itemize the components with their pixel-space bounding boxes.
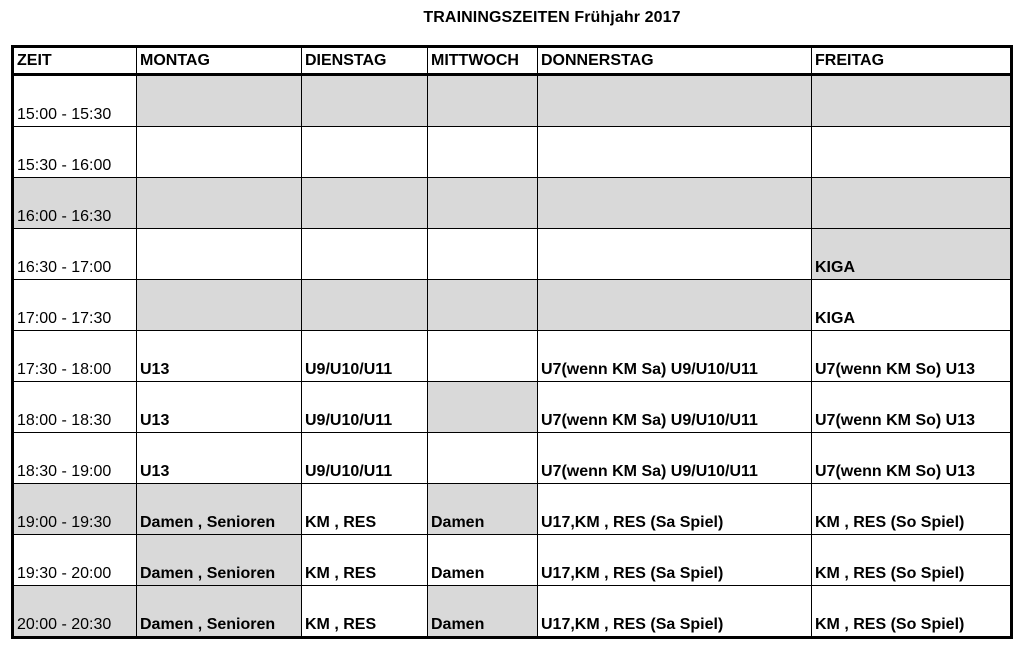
freitag-cell: KM , RES (So Spiel) [812,586,1012,638]
donnerstag-cell [538,229,812,280]
dienstag-cell: U9/U10/U11 [302,331,428,382]
montag-cell: U13 [137,382,302,433]
montag-cell [137,127,302,178]
time-cell: 20:00 - 20:30 [13,586,137,638]
table-row [13,178,1012,229]
time-cell: 19:30 - 20:00 [13,535,137,586]
freitag-cell: KM , RES (So Spiel) [812,535,1012,586]
schedule-table [11,45,1013,639]
donnerstag-cell: U17,KM , RES (Sa Spiel) [538,586,812,638]
table-row [13,433,1012,484]
freitag-cell [812,178,1012,229]
dienstag-cell [302,75,428,127]
donnerstag-cell: U7(wenn KM Sa) U9/U10/U11 [538,433,812,484]
montag-cell: Damen , Senioren [137,586,302,638]
donnerstag-cell [538,178,812,229]
mittwoch-cell [428,382,538,433]
donnerstag-cell: U17,KM , RES (Sa Spiel) [538,535,812,586]
header-montag: MONTAG [137,47,302,75]
donnerstag-cell [538,75,812,127]
dienstag-cell [302,127,428,178]
time-cell: 18:30 - 19:00 [13,433,137,484]
header-zeit: ZEIT [13,47,137,75]
page-title: TRAININGSZEITEN Frühjahr 2017 [423,9,681,26]
mittwoch-cell [428,433,538,484]
mittwoch-cell [428,229,538,280]
time-cell: 19:00 - 19:30 [13,484,137,535]
dienstag-cell: U9/U10/U11 [302,382,428,433]
montag-cell: U13 [137,433,302,484]
header-dienstag: DIENSTAG [302,47,428,75]
table-row [13,331,1012,382]
donnerstag-cell: U7(wenn KM Sa) U9/U10/U11 [538,331,812,382]
freitag-cell [812,75,1012,127]
header-row [13,47,1012,75]
dienstag-cell: KM , RES [302,484,428,535]
dienstag-cell [302,280,428,331]
time-cell: 15:00 - 15:30 [13,75,137,127]
freitag-cell: KM , RES (So Spiel) [812,484,1012,535]
donnerstag-cell [538,280,812,331]
dienstag-cell: U9/U10/U11 [302,433,428,484]
freitag-cell: KIGA [812,229,1012,280]
mittwoch-cell [428,331,538,382]
montag-cell [137,75,302,127]
table-row [13,75,1012,127]
freitag-cell: U7(wenn KM So) U13 [812,331,1012,382]
montag-cell [137,280,302,331]
dienstag-cell: KM , RES [302,535,428,586]
time-cell: 17:00 - 17:30 [13,280,137,331]
table-row [13,382,1012,433]
header-mittwoch: MITTWOCH [428,47,538,75]
donnerstag-cell: U17,KM , RES (Sa Spiel) [538,484,812,535]
table-row [13,586,1012,638]
time-cell: 17:30 - 18:00 [13,331,137,382]
mittwoch-cell: Damen [428,535,538,586]
mittwoch-cell [428,280,538,331]
time-cell: 16:30 - 17:00 [13,229,137,280]
dienstag-cell [302,178,428,229]
mittwoch-cell [428,127,538,178]
freitag-cell: U7(wenn KM So) U13 [812,382,1012,433]
table-row [13,484,1012,535]
dienstag-cell: KM , RES [302,586,428,638]
freitag-cell: KIGA [812,280,1012,331]
montag-cell: U13 [137,331,302,382]
montag-cell [137,229,302,280]
table-row [13,535,1012,586]
time-cell: 18:00 - 18:30 [13,382,137,433]
montag-cell: Damen , Senioren [137,535,302,586]
freitag-cell: U7(wenn KM So) U13 [812,433,1012,484]
header-freitag: FREITAG [812,47,1012,75]
donnerstag-cell: U7(wenn KM Sa) U9/U10/U11 [538,382,812,433]
mittwoch-cell: Damen [428,586,538,638]
dienstag-cell [302,229,428,280]
time-cell: 16:00 - 16:30 [13,178,137,229]
mittwoch-cell: Damen [428,484,538,535]
header-donnerstag: DONNERSTAG [538,47,812,75]
mittwoch-cell [428,178,538,229]
montag-cell [137,178,302,229]
mittwoch-cell [428,75,538,127]
freitag-cell [812,127,1012,178]
donnerstag-cell [538,127,812,178]
table-row [13,127,1012,178]
table-row [13,280,1012,331]
table-row [13,229,1012,280]
montag-cell: Damen , Senioren [137,484,302,535]
time-cell: 15:30 - 16:00 [13,127,137,178]
